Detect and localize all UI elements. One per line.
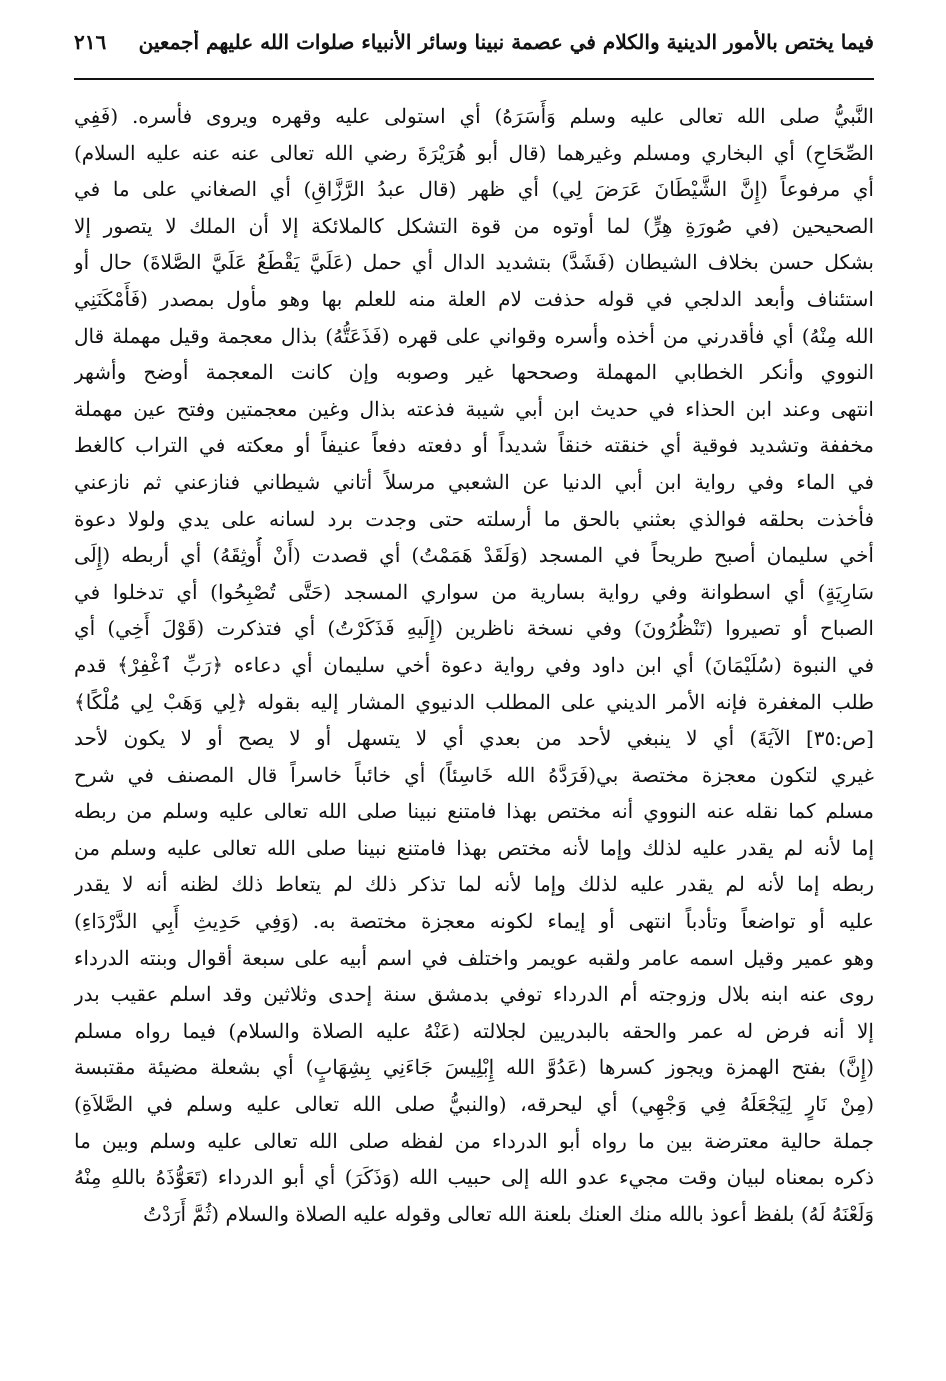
text-line: إما لأنه لم يقدر عليه لذلك وإما لأنه مختص بهذا فامتنع نبينا صلى الله تعالى عليه وسلم من	[74, 835, 874, 860]
text-line: أخي سليمان أصبح طريحاً في المسجد (وَلَقَدْ هَمَمْتُ) أي قصدت (أَنْ أُوثِقَهُ) أي أربطه (إِلَى	[74, 543, 874, 568]
text-line: الله مِنْهُ) أي فأقدرني من أخذه وأسره وقواني على قهره (فَذَعَتُّهُ) بذال معجمة وقيل مهملة قال	[74, 323, 874, 348]
running-header	[74, 30, 874, 74]
text-line: في الماء وفي رواية ابن أبي الدنيا عن الشعبي مرسلاً أتاني شيطاني فنازعني ثم نازعني	[74, 469, 874, 494]
book-page	[74, 30, 874, 1360]
text-line: مخففة وتشديد فوقية أي خنقته خنقاً شديداً أو دفعته دفعاً عنيفاً أو معكته في التراب كالغط	[74, 433, 874, 458]
text-line: [ص:٣٥] الآيَةَ) أي لا ينبغي لأحد من بعدي أي لا يتسهل أو لا يصح أو لا يكون لأحد	[74, 726, 874, 751]
text-line: في النبوة (سُلَيْمَانَ) أي ابن داود وفي رواية دعوة أخي سليمان أي دعاءه ﴿رَبِّ ٱغْفِرْ﴾ قدم	[74, 652, 874, 677]
text-line: سَارِيَةٍ) أي اسطوانة وفي رواية بسارية من سواري المسجد (حَتَّى تُصْبِحُوا) أي تدخلوا في	[74, 579, 874, 604]
text-line: انتهى وعند ابن الحذاء في حديث ابن أبي شيبة فذعته بذال وغين معجمتين وفتح عين مهملة	[74, 396, 874, 421]
text-line: الصباح أو تصيروا (تَنْظُرُونَ) وفي نسخة ناظرين (إِلَيهِ فَذَكَرْتُ) أي فتذكرت (قَوْلَ أَخِي) أي	[74, 616, 874, 641]
text-line: عليه أو تواضعاً وتأدباً انتهى أو إيماء لكونه معجزة مختصة به. (وَفِي حَدِيثِ أَبِي الدَّرْدَاءِ)	[74, 909, 874, 934]
text-line: وهو عمير وقيل اسمه عامر ولقبه عويمر واختلف في اسم أبيه على سبعة أقوال وبنته الدرداء	[74, 945, 874, 970]
text-line: النَّبيُّ صلى الله تعالى عليه وسلم وَأَسَرَهُ) أي استولى عليه وقهره ويروى فأسره. (فَفِي	[74, 104, 874, 128]
text-line: بشكل حسن بخلاف الشيطان (فَشَدَّ) بتشديد الدال أي حمل (عَلَيَّ يَقْطَعُ عَلَيَّ الصَّلاةَ) حال أو	[74, 250, 874, 275]
text-line: الصِّحَاحِ) أي البخاري ومسلم وغيرهما (قال أبو هُرَيْرَةَ رضي الله تعالى عنه عنه عليه السلام)	[74, 140, 874, 165]
text-line: (مِنْ نَارٍ لِيَجْعَلَهُ فِي وَجْهِي) أي ليحرقه، (والنبيُّ صلى الله تعالى عليه وسلم في الصَّلاَةِ)	[74, 1092, 874, 1117]
text-line: إلا أنه فرض له عمر والحقه بالبدريين لجلالته (عَنْهُ عليه الصلاة والسلام) فيما رواه مسلم	[74, 1018, 874, 1043]
text-line: جملة حالية معترضة بين ما رواه أبو الدرداء من لفظه صلى الله تعالى عليه وسلم وبين ما	[74, 1128, 874, 1153]
text-line: وَلَعْنَهُ لَهُ) بلفظ أعوذ بالله منك العنك بلعنة الله تعالى وقوله عليه الصلاة والسلام (ثُمَّ أَرَدْتُ	[143, 1201, 874, 1226]
header-title: فيما يختص بالأمور الدينية والكلام في عصمة نبينا وسائر الأنبياء صلوات الله عليهم أجمعين	[138, 30, 874, 54]
text-line: غيري لتكون معجزة مختصة بي(فَرَدَّهُ الله خَاسِئاً) أي خائباً خاسراً قال المصنف في شرح	[74, 762, 874, 787]
text-line: الصحيحين (في صُورَةِ هِرٍّ) لما أوتوه من قوة التشكل كالملائكة إلا أن الملك لا يتصور إلا	[74, 213, 874, 238]
text-line: (إِنَّ) بفتح الهمزة ويجوز كسرها (عَدُوَّ الله إِبْلِيسَ جَاءَنِي بِشِهَابٍ) أي بشعلة مضيئة مقتبسة	[74, 1055, 874, 1080]
text-line: النووي وأنكر الخطابي المهملة وصححها غير وصوبه وإن كانت المعجمة أوضح وأشهر	[74, 360, 874, 385]
text-line: فأخذت بحلقه فوالذي بعثني بالحق ما أرسلته حتى وجدت برد لسانه على يدي ولولا دعوة	[74, 506, 874, 531]
text-line: روى عنه ابنه بلال وزوجته أم الدرداء توفي بدمشق سنة إحدى وثلاثين وقد اسلم عقيب بدر	[74, 982, 874, 1007]
text-line: أي مرفوعاً (إِنَّ الشَّيْطَانَ عَرَضَ لِي) أي ظهر (قال عبدُ الرَّزَّاقِ) أي الصغاني على ما في	[74, 177, 874, 202]
header-divider	[74, 78, 874, 80]
text-line: ربطه إما لأنه لم يقدر عليه لذلك وإما لأنه لما تذكر ذلك لم يتعاط ذلك لظنه أنه لا يقدر	[74, 872, 874, 897]
text-line: ذكره بمعناه لبيان وقت مجيء عدو الله إلى حبيب الله (وَذَكَرَ) أي أبو الدرداء (تَعَوُّذَهُ باللهِ مِنْهُ	[74, 1165, 874, 1190]
text-line: مسلم كما نقله عنه النووي أنه مختص بهذا فامتنع نبينا صلى الله تعالى عليه وسلم من ربطه	[74, 799, 874, 824]
text-line: استئناف وأبعد الدلجي في قوله حذفت لام العلة منه للعلم بها وهو مأول بمصدر (فَأَمْكَنَنِي	[74, 286, 874, 311]
page-number: ٢١٦	[74, 30, 107, 54]
body-text	[74, 98, 874, 1232]
text-line: طلب المغفرة فإنه الأمر الديني على المطلب الدنيوي المشار إليه بقوله ﴿لِي وَهَبْ لِي مُلْكًا﴾	[74, 689, 874, 714]
